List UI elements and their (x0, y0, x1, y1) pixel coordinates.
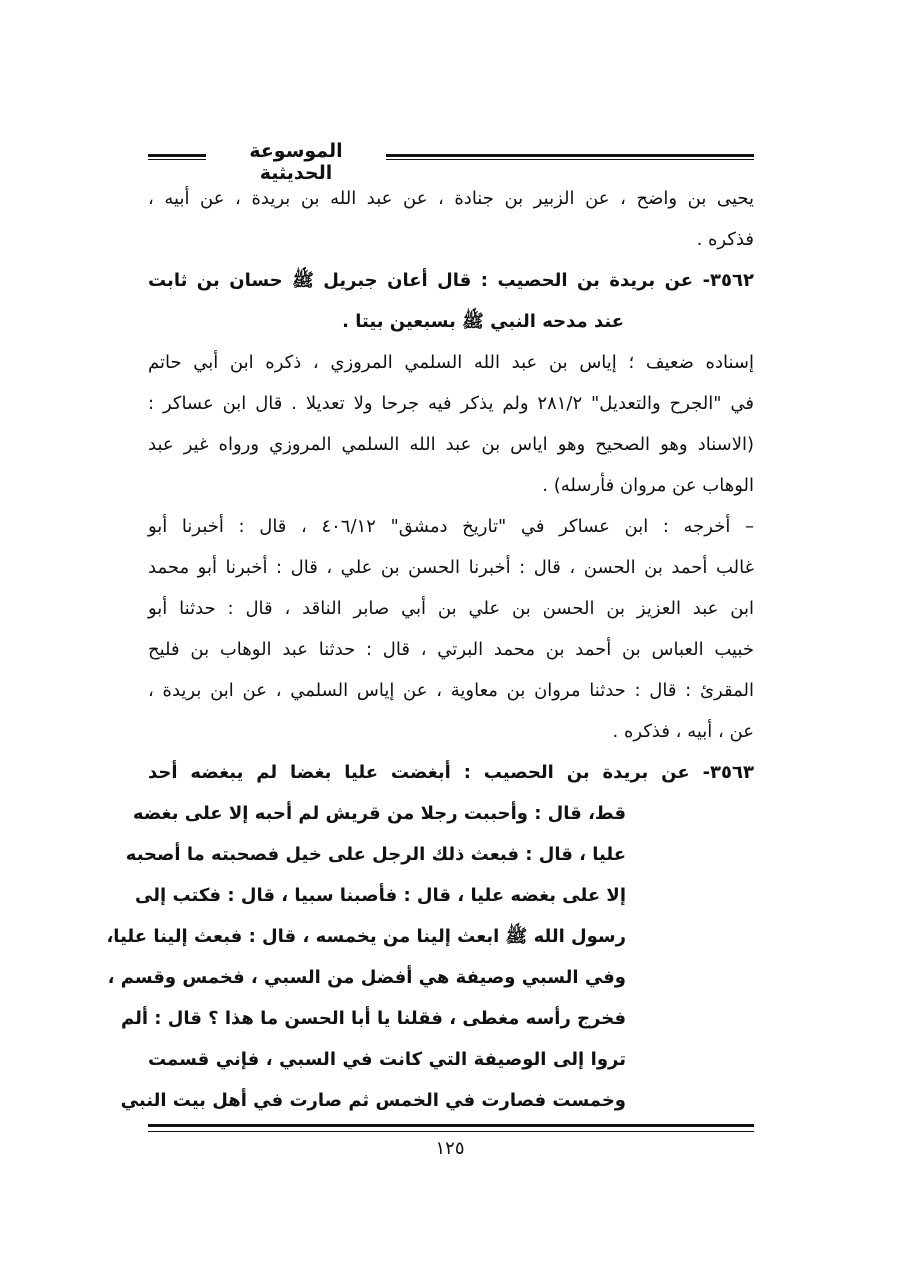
text-line: عند مدحه النبي ﷺ بسبعين بيتا . (342, 311, 624, 332)
footer-rule (148, 1124, 754, 1132)
text-line: غالب أحمد بن الحسن ، قال : أخبرنا الحسن بن علي ، قال : أخبرنا أبو محمد (148, 557, 754, 578)
text-line: عليا ، قال : فبعث ذلك الرجل على خيل فصحبته ما أصحبه (125, 844, 626, 865)
text-line: خبيب العباس بن أحمد بن محمد البرتي ، قال : حدثنا عبد الوهاب بن فليح (148, 639, 754, 660)
header-title: الموسوعة الحديثية (249, 140, 343, 184)
text-line: يحيى بن واضح ، عن الزبير بن جنادة ، عن عبد الله بن بريدة ، عن أبيه ، (148, 188, 754, 209)
header-rule-left (148, 154, 206, 160)
text-line: ٣٥٦٢- عن بريدة بن الحصيب : قال أعان جبريل ﷺ حسان بن ثابت (148, 270, 754, 291)
text-line: إلا على بغضه عليا ، قال : فأصبنا سبيا ، قال : فكتب إلى (135, 885, 626, 906)
text-line: ابن عبد العزيز بن الحسن بن علي بن أبي صابر الناقد ، قال : حدثنا أبو (148, 598, 754, 619)
text-line: تروا إلى الوصيفة التي كانت في السبي ، فإني قسمت (148, 1049, 626, 1070)
text-line: رسول الله ﷺ ابعث إلينا من يخمسه ، قال : فبعث إلينا عليا، (106, 926, 626, 947)
page-header (148, 140, 754, 184)
text-line: ٣٥٦٣- عن بريدة بن الحصيب : أبغضت عليا بغضا لم يبغضه أحد (148, 762, 754, 783)
text-line: فذكره . (696, 229, 754, 250)
text-line: فخرج رأسه مغطى ، فقلنا يا أبا الحسن ما هذا ؟ قال : ألم (120, 1008, 626, 1029)
text-line: وخمست فصارت في الخمس ثم صارت في أهل بيت النبي (120, 1090, 626, 1111)
header-rule-right (386, 154, 754, 160)
text-line: في "الجرح والتعديل" ٢٨١/٢ ولم يذكر فيه جرحا ولا تعديلا . قال ابن عساكر : (148, 393, 754, 414)
text-line: إسناده ضعيف ؛ إياس بن عبد الله السلمي المروزي ، ذكره ابن أبي حاتم (148, 352, 754, 373)
text-line: الوهاب عن مروان فأرسله) . (542, 475, 754, 496)
text-line: قط، قال : وأحببت رجلا من قريش لم أحبه إلا على بغضه (132, 803, 626, 824)
text-line: (الاسناد وهو الصحيح وهو اياس بن عبد الله السلمي المروزي ورواه غير عبد (148, 434, 754, 455)
text-line: عن ، أبيه ، فذكره . (612, 721, 754, 742)
text-line: المقرئ : قال : حدثنا مروان بن معاوية ، عن إياس السلمي ، عن ابن بريدة ، (148, 680, 754, 701)
page-number: ١٢٥ (435, 1138, 465, 1159)
text-line: – أخرجه : ابن عساكر في "تاريخ دمشق" ٤٠٦/١٢ ، قال : أخبرنا أبو (148, 516, 754, 537)
page-body (106, 178, 754, 1121)
text-line: وفي السبي وصيفة هي أفضل من السبي ، فخمس وقسم ، (107, 967, 626, 988)
